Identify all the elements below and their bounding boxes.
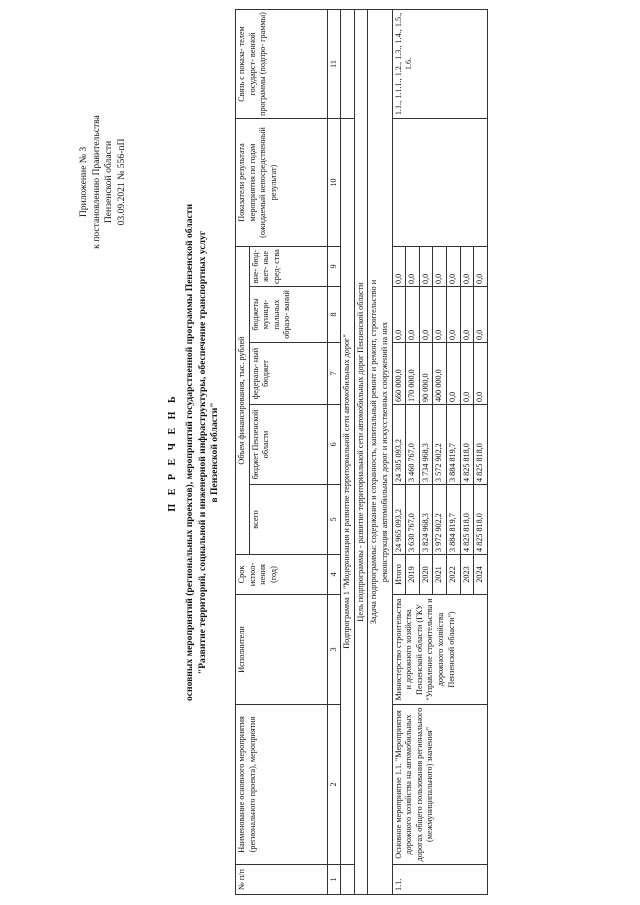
- row-extra: 0,0: [460, 247, 474, 287]
- row-municipal: 0,0: [446, 287, 460, 343]
- row-total: 3 972 902,2: [433, 485, 447, 555]
- column-number-row: [327, 10, 341, 895]
- row-total: 3 884 819,7: [446, 485, 460, 555]
- header-federal: федераль- ный бюджет: [249, 343, 327, 405]
- row-extra: 0,0: [406, 247, 420, 287]
- header-regional: бюджет Пензенской области: [249, 405, 327, 485]
- item-link: 1.1., 1.1.1., 1.2., 1.3., 1.4., 1.5., 1.6.: [392, 10, 487, 119]
- goal-row: [354, 10, 368, 895]
- row-regional: 3 460 767,0: [406, 405, 420, 485]
- row-total: 3 824 968,3: [419, 485, 433, 555]
- col-number: 9: [327, 247, 341, 287]
- row-federal: 0,0: [460, 343, 474, 405]
- task-line-1: Задача подпрограммы: содержание и сохранность, капитальный ремонт и ремонт, строительство и: [369, 279, 379, 625]
- header-no: № п/п: [236, 865, 328, 895]
- row-extra: 0,0: [419, 247, 433, 287]
- item-number: 1.1.: [392, 865, 487, 895]
- row-total: 4 825 818,0: [460, 485, 474, 555]
- row-extra: 0,0: [392, 247, 406, 287]
- row-total: 4 825 818,0: [474, 485, 488, 555]
- row-municipal: 0,0: [433, 287, 447, 343]
- row-year: 2022: [446, 555, 460, 595]
- task-row: [368, 10, 392, 895]
- col-number: 3: [327, 595, 341, 705]
- header-name: Наименование основного мероприятия (регионального проекта), мероприятия: [236, 705, 328, 865]
- header-finance: Объем финансирования, тыс. рублей: [236, 247, 250, 555]
- col-number: 11: [327, 10, 341, 119]
- row-municipal: 0,0: [474, 287, 488, 343]
- blank-cell: [341, 865, 355, 895]
- row-federal: 0,0: [446, 343, 460, 405]
- subtitle-line-1: основных мероприятий (региональных проектов), мероприятий государственной программы Пензенской области: [184, 204, 195, 702]
- col-number: 5: [327, 485, 341, 555]
- subtitle-line-2: "Развитие территорий, социальной и инженерной инфраструктуры, обеспечение транспортных услуг: [196, 230, 208, 675]
- subprogram-row: [341, 10, 355, 895]
- appendix-note: [78, 62, 128, 302]
- item-indicators: [392, 119, 487, 247]
- task-line-2: реконструкция автомобильных дорог и искусственных сооружений на них: [379, 321, 389, 583]
- row-regional: 4 825 818,0: [460, 405, 474, 485]
- header-link: Связь с показа- телем государст- венной программы (подпро- граммы): [236, 10, 328, 119]
- row-regional: 4 825 818,0: [474, 405, 488, 485]
- row-extra: 0,0: [433, 247, 447, 287]
- appendix-number: Приложение № 3: [78, 146, 89, 218]
- row-total: 3 630 767,0: [406, 485, 420, 555]
- subprogram-goal: Цель подпрограммы - развитие территориальной сети автомобильных дорог Пензенской области: [354, 10, 368, 895]
- row-municipal: 0,0: [406, 287, 420, 343]
- blank-cell: [341, 10, 355, 119]
- appendix-date: 03.09.2021 № 556-пП: [115, 138, 127, 226]
- header-indicators: Показатели результата мероприятия по годам (ожидаемый непосредственный результат): [236, 119, 328, 247]
- col-number: 6: [327, 405, 341, 485]
- row-year: 2023: [460, 555, 474, 595]
- appendix-resolution: к постановлению Правительства: [90, 115, 102, 249]
- measures-table: [235, 9, 488, 895]
- subtitle-line-3: в Пензенской области": [209, 402, 221, 503]
- document-title: П Е Р Е Ч Е Н Ь: [167, 393, 178, 512]
- col-number: 1: [327, 865, 341, 895]
- row-extra: 0,0: [474, 247, 488, 287]
- row-federal: 400 000,0: [433, 343, 447, 405]
- row-extra: 0,0: [446, 247, 460, 287]
- row-year: 2024: [474, 555, 488, 595]
- document-subtitle: [184, 0, 222, 905]
- header-extra: вне- бюд- жет- ные сред- ства: [249, 247, 327, 287]
- row-municipal: 0,0: [460, 287, 474, 343]
- item-executor: Министерство строительства и дорожного хозяйства Пензенской области (ГКУ "Управление строительства и дорожного хозяйства Пензенской области"): [392, 595, 487, 705]
- header-term: Срок испол- нения (год): [236, 555, 328, 595]
- row-regional: 3 572 902,2: [433, 405, 447, 485]
- subprogram-title: Подпрограмма 1 "Модернизация и развитие территориальной сети автомобильных дорог": [341, 119, 355, 865]
- row-federal: 90 000,0: [419, 343, 433, 405]
- row-municipal: 0,0: [392, 287, 406, 343]
- header-executor: Исполнители: [236, 595, 328, 705]
- row-year: 2020: [419, 555, 433, 595]
- col-number: 7: [327, 343, 341, 405]
- subprogram-task: [368, 10, 392, 895]
- row-total: 24 965 093,2: [392, 485, 406, 555]
- row-regional: 3 734 968,3: [419, 405, 433, 485]
- header-row-1: [236, 10, 250, 895]
- header-total: всего: [249, 485, 327, 555]
- appendix-region: Пензенской области: [103, 140, 114, 224]
- row-regional: 24 305 093,2: [392, 405, 406, 485]
- col-number: 4: [327, 555, 341, 595]
- row-municipal: 0,0: [419, 287, 433, 343]
- row-federal: 660 000,0: [392, 343, 406, 405]
- col-number: 8: [327, 287, 341, 343]
- row-regional: 3 884 819,7: [446, 405, 460, 485]
- header-municipal: бюджеты муници- пальных образо- ваний: [249, 287, 327, 343]
- row-federal: 0,0: [474, 343, 488, 405]
- col-number: 2: [327, 705, 341, 865]
- row-federal: 170 000,0: [406, 343, 420, 405]
- row-year: Итого: [392, 555, 406, 595]
- item-name: Основное мероприятие 1.1. "Мероприятия дорожного хозяйства на автомобильных дорогах общего пользования регионального (межмуниципального) значения": [392, 705, 487, 865]
- col-number: 10: [327, 119, 341, 247]
- table-row: [392, 10, 406, 895]
- row-year: 2019: [406, 555, 420, 595]
- row-year: 2021: [433, 555, 447, 595]
